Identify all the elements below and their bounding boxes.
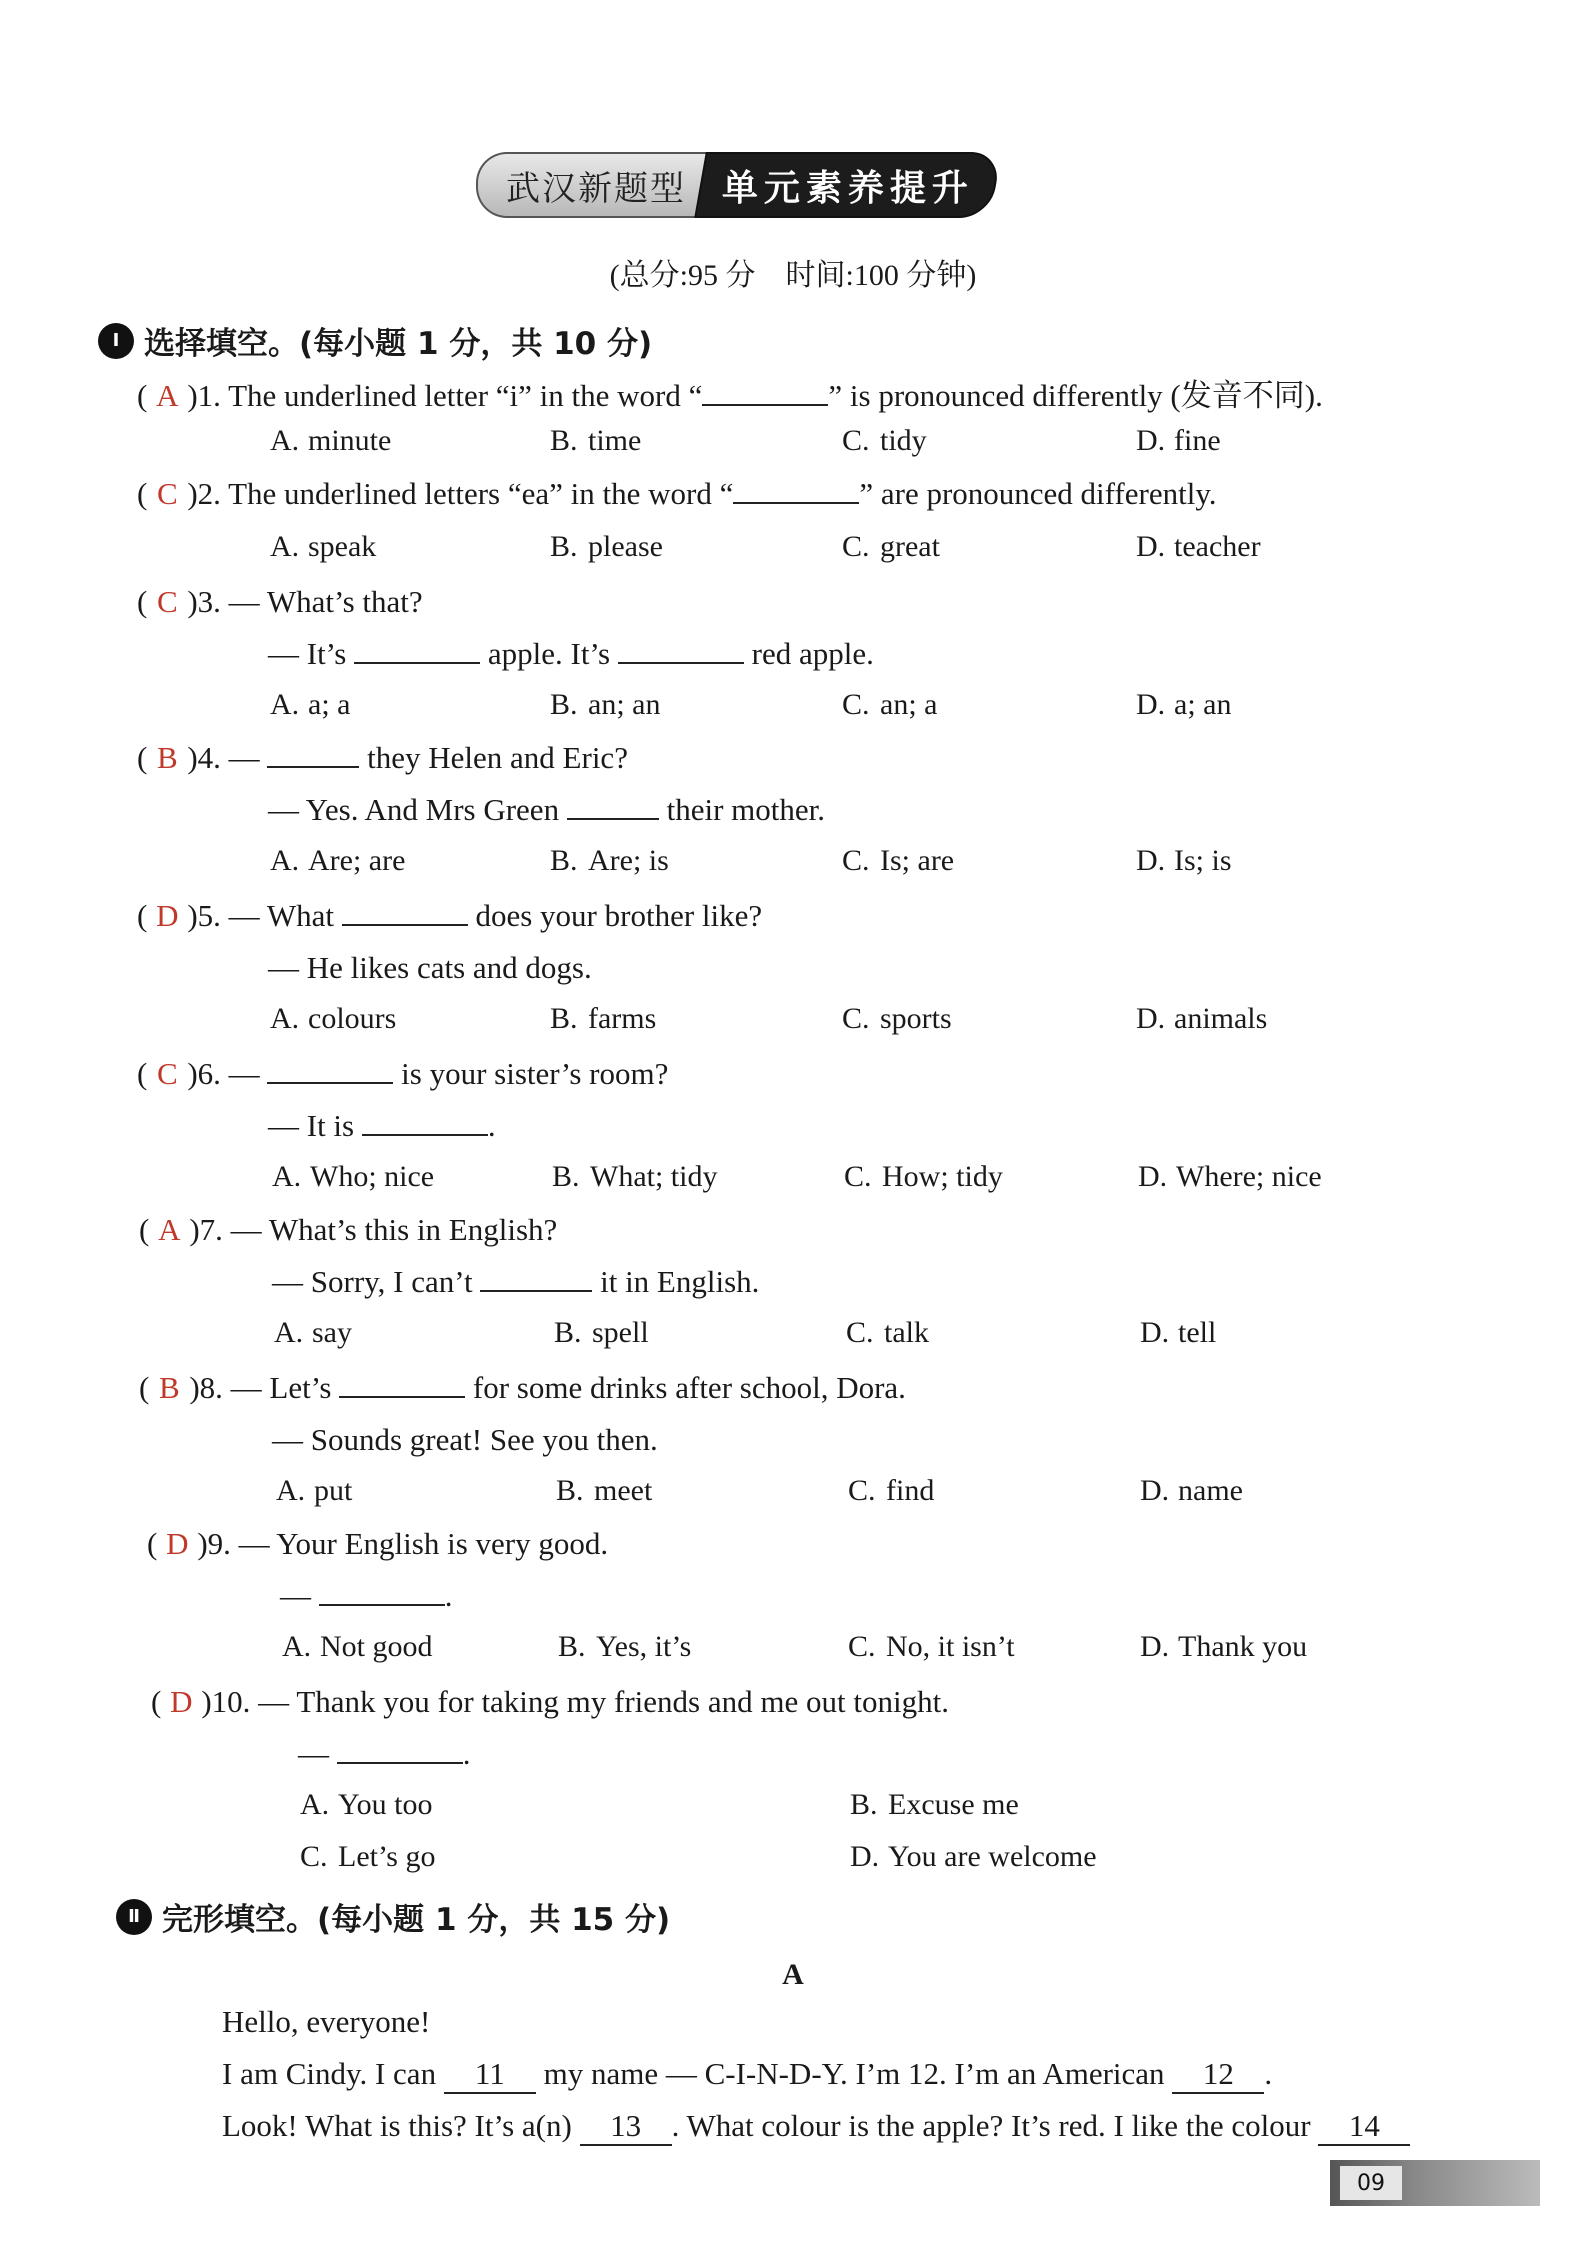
answer-blank[interactable] [618,636,744,664]
option-c[interactable] [842,844,954,878]
option-text: colours [308,1002,397,1035]
option-c[interactable] [842,424,927,458]
option-letter: B. [550,424,578,457]
option-text: a; an [1174,688,1232,721]
dialogue-text: their mother. [666,792,825,827]
option-letter: D. [1140,1474,1170,1507]
option-b[interactable] [550,1002,656,1036]
question-number: 3. [197,584,221,619]
banner-title: 单元素养提升 [721,167,974,209]
option-c[interactable] [300,1840,436,1874]
dialogue-text: — [280,1578,311,1613]
option-letter: C. [842,424,870,457]
option-text: What; tidy [590,1160,718,1193]
option-text: Is; is [1174,844,1232,877]
option-letter: B. [550,1002,578,1035]
passage-title: A [782,1958,804,1991]
option-text: Are; are [308,844,406,877]
option-text: speak [308,530,377,563]
dialogue-text: it in English. [600,1264,760,1299]
dialogue-text: — It’s [268,636,347,671]
question-7: ( A )7. — What’s this in English? [139,1212,558,1247]
option-d[interactable] [1136,844,1232,878]
option-d[interactable] [1136,530,1261,564]
option-a[interactable] [270,688,350,722]
passage-line-2 [222,2056,1272,2094]
question-number: 5. [197,898,221,933]
question-6-line-2 [268,1108,496,1144]
option-d[interactable] [1136,688,1231,722]
question-stem: The underlined letter “i” in the word “ [228,378,703,413]
option-a[interactable] [270,424,391,458]
dialogue-text: — Sorry, I can’t [272,1264,473,1299]
question-5: ( D )5. — What does your brother like? [137,898,763,933]
section-number-badge: Ⅰ [98,323,134,359]
question-3: ( C )3. — What’s that? [137,584,423,619]
answer-mark: D [156,898,179,933]
answer-blank[interactable] [733,476,859,504]
answer-mark: C [156,476,178,511]
option-letter: B. [558,1630,586,1663]
option-text: great [880,530,940,563]
option-b[interactable] [550,530,663,564]
passage-text: Look! What is this? It’s a(n) [222,2108,572,2143]
option-d[interactable] [850,1840,1097,1874]
option-a[interactable] [272,1160,434,1194]
score-time-info: (总分:95 分 时间:100 分钟) [609,259,977,292]
option-d[interactable] [1136,424,1221,458]
answer-blank[interactable] [567,792,659,820]
banner-tag-right [694,152,1002,218]
dialogue-text: — What’s this in English? [230,1212,558,1247]
option-letter: C. [846,1316,874,1349]
dialogue-text: — Yes. And Mrs Green [268,792,560,827]
question-stem-end: ” is pronounced differently (发音不同). [828,378,1323,413]
question-number: 2. [197,476,221,511]
passage-line-3 [222,2108,1410,2146]
option-text: teacher [1174,530,1261,563]
option-c[interactable] [842,1002,952,1036]
question-9: ( D )9. — Your English is very good. [147,1526,609,1561]
passage-text: I am Cindy. I can [222,2056,437,2091]
section-1-heading [98,318,652,363]
page-number: 09 [1340,2166,1402,2200]
question-stem-end: ” are pronounced differently. [859,476,1217,511]
dialogue-text: they Helen and Eric? [367,740,628,775]
question-stem: The underlined letters “ea” in the word “ [228,476,734,511]
option-letter: C. [848,1630,876,1663]
cloze-blank-14[interactable]: 14 [1318,2108,1410,2146]
option-letter: A. [282,1630,312,1663]
option-a[interactable] [276,1474,352,1508]
option-a[interactable] [300,1788,433,1822]
question-number: 8. [199,1370,223,1405]
option-text: name [1178,1474,1243,1507]
question-number: 4. [197,740,221,775]
option-text: a; a [308,688,351,721]
option-c[interactable] [846,1316,929,1350]
question-number: 10. [211,1684,251,1719]
option-d[interactable] [1138,1160,1322,1194]
option-letter: B. [550,688,578,721]
question-10-line-2 [298,1736,471,1772]
option-c[interactable] [844,1160,1003,1194]
option-letter: B. [554,1316,582,1349]
option-text: minute [308,424,392,457]
dialogue-text: . [444,1578,453,1613]
answer-mark: B [156,740,178,775]
option-a[interactable] [270,1002,396,1036]
answer-mark: D [170,1684,193,1719]
option-text: How; tidy [882,1160,1003,1193]
option-d[interactable] [1140,1316,1216,1350]
option-b[interactable] [556,1474,652,1508]
option-b[interactable] [552,1160,717,1194]
option-letter: D. [1136,844,1166,877]
option-text: fine [1174,424,1221,457]
option-letter: C. [842,688,870,721]
dialogue-text: — It is [268,1108,355,1143]
option-letter: B. [550,530,578,563]
passage-text: . [1264,2056,1273,2091]
answer-blank[interactable] [319,1578,445,1606]
question-number: 7. [199,1212,223,1247]
option-letter: A. [274,1316,304,1349]
question-5-line-2 [268,950,592,986]
option-text: tell [1178,1316,1217,1349]
option-text: Let’s go [338,1840,436,1873]
option-text: an; a [880,688,938,721]
dialogue-text: — Let’s [230,1370,332,1405]
option-text: spell [592,1316,649,1349]
option-letter: C. [300,1840,328,1873]
option-letter: D. [1136,530,1166,563]
option-letter: B. [550,844,578,877]
banner-tag-left: 武汉新题型 [476,152,714,218]
question-8-line-2 [272,1422,658,1458]
option-text: Yes, it’s [596,1630,692,1663]
passage-text: . What colour is the apple? It’s red. I like the colour [671,2108,1311,2143]
option-text: say [312,1316,352,1349]
dialogue-text: — Your English is very good. [238,1526,609,1561]
option-text: Who; nice [310,1160,435,1193]
dialogue-text: — What [228,898,334,933]
answer-blank[interactable] [337,1736,463,1764]
option-letter: A. [270,1002,300,1035]
option-a[interactable] [270,844,405,878]
answer-blank[interactable] [267,1056,393,1084]
dialogue-text: — Thank you for taking my friends and me out tonight. [258,1684,949,1719]
question-2: ( C )2. The underlined letters “ea” in the word “ ” are pronounced differently. [137,476,1217,511]
option-text: You too [338,1788,433,1821]
section-number-badge: Ⅱ [116,1899,152,1935]
option-b[interactable] [554,1316,649,1350]
option-letter: A. [270,688,300,721]
question-4: ( B )4. — they Helen and Eric? [137,740,628,775]
option-text: sports [880,1002,952,1035]
option-text: an; an [588,688,661,721]
dialogue-text: . [462,1736,471,1771]
option-text: animals [1174,1002,1268,1035]
option-text: time [588,424,642,457]
option-letter: D. [1136,688,1166,721]
option-letter: A. [270,844,300,877]
option-b[interactable] [550,688,660,722]
option-text: No, it isn’t [886,1630,1015,1663]
dialogue-text: . [487,1108,496,1143]
option-letter: A. [300,1788,330,1821]
answer-blank[interactable] [362,1108,488,1136]
dialogue-text: red apple. [751,636,874,671]
answer-mark: C [156,1056,178,1091]
question-number: 9. [207,1526,231,1561]
answer-mark: D [166,1526,189,1561]
option-letter: A. [276,1474,306,1507]
cloze-blank-13[interactable]: 13 [580,2108,672,2146]
dialogue-text: — [228,740,260,775]
question-1: ( A )1. The underlined letter “i” in the word “ ” is pronounced differently (发音不同). [137,378,1323,413]
page-number-tab [1330,2160,1540,2206]
passage-line-1: Hello, everyone! [222,2004,431,2039]
option-c[interactable] [842,688,937,722]
dialogue-text: — [228,1056,260,1091]
question-8: ( B )8. — Let’s for some drinks after school, Dora. [139,1370,906,1405]
question-3-line-2 [268,636,874,672]
option-letter: B. [552,1160,580,1193]
dialogue-text: — [298,1736,329,1771]
question-7-line-2 [272,1264,759,1300]
option-c[interactable] [848,1630,1015,1664]
question-number: 1. [197,378,221,413]
option-letter: D. [1140,1316,1170,1349]
option-text: Not good [320,1630,433,1663]
answer-blank[interactable] [339,1370,465,1398]
option-b[interactable] [558,1630,691,1664]
answer-blank[interactable] [267,740,359,768]
answer-blank[interactable] [342,898,468,926]
dialogue-text: for some drinks after school, Dora. [472,1370,906,1405]
option-text: find [886,1474,935,1507]
option-letter: B. [556,1474,584,1507]
option-text: please [588,530,663,563]
dialogue-text: — Sounds great! See you then. [272,1422,658,1457]
option-letter: D. [1136,1002,1166,1035]
option-text: farms [588,1002,657,1035]
question-4-line-2 [268,792,825,828]
answer-blank[interactable] [702,378,828,406]
option-letter: D. [1140,1630,1170,1663]
option-d[interactable] [1140,1474,1243,1508]
option-letter: C. [844,1160,872,1193]
option-letter: D. [850,1840,880,1873]
option-letter: B. [850,1788,878,1821]
passage-text: my name — C-I-N-D-Y. I’m 12. I’m an American [543,2056,1165,2091]
answer-blank[interactable] [354,636,480,664]
answer-mark: C [156,584,178,619]
option-c[interactable] [848,1474,934,1508]
title-banner [476,152,996,218]
dialogue-text: — He likes cats and dogs. [268,950,592,985]
cloze-blank-11[interactable]: 11 [444,2056,536,2094]
option-letter: A. [270,424,300,457]
section-title: 完形填空。(每小题 1 分，共 15 分) [162,1902,671,1938]
option-a[interactable] [282,1630,433,1664]
dialogue-text: is your sister’s room? [401,1056,669,1091]
question-6: ( C )6. — is your sister’s room? [137,1056,669,1091]
option-text: Excuse me [888,1788,1019,1821]
option-text: Are; is [588,844,669,877]
option-text: talk [884,1316,929,1349]
dialogue-line: — What’s that? [228,584,423,619]
option-letter: C. [848,1474,876,1507]
option-a[interactable] [274,1316,352,1350]
question-9-line-2 [280,1578,453,1614]
option-letter: C. [842,844,870,877]
option-b[interactable] [850,1788,1019,1822]
answer-mark: A [158,1212,181,1247]
section-2-heading [116,1894,670,1939]
option-text: Where; nice [1176,1160,1322,1193]
cloze-blank-12[interactable]: 12 [1172,2056,1264,2094]
option-text: You are welcome [888,1840,1097,1873]
option-text: Thank you [1178,1630,1308,1663]
option-text: tidy [880,424,927,457]
option-letter: D. [1136,424,1166,457]
option-d[interactable] [1140,1630,1307,1664]
option-letter: A. [270,530,300,563]
option-letter: A. [272,1160,302,1193]
answer-blank[interactable] [480,1264,592,1292]
option-letter: C. [842,530,870,563]
option-letter: D. [1138,1160,1168,1193]
option-b[interactable] [550,424,641,458]
question-10: ( D )10. — Thank you for taking my friends and me out tonight. [151,1684,949,1719]
option-text: put [314,1474,353,1507]
option-letter: C. [842,1002,870,1035]
option-text: Is; are [880,844,955,877]
section-title: 选择填空。(每小题 1 分，共 10 分) [144,326,653,362]
option-b[interactable] [550,844,669,878]
answer-mark: B [158,1370,180,1405]
dialogue-text: apple. It’s [487,636,611,671]
option-text: meet [594,1474,653,1507]
question-number: 6. [197,1056,221,1091]
option-a[interactable] [270,530,376,564]
answer-mark: A [156,378,179,413]
dialogue-text: does your brother like? [475,898,763,933]
option-c[interactable] [842,530,940,564]
option-d[interactable] [1136,1002,1267,1036]
